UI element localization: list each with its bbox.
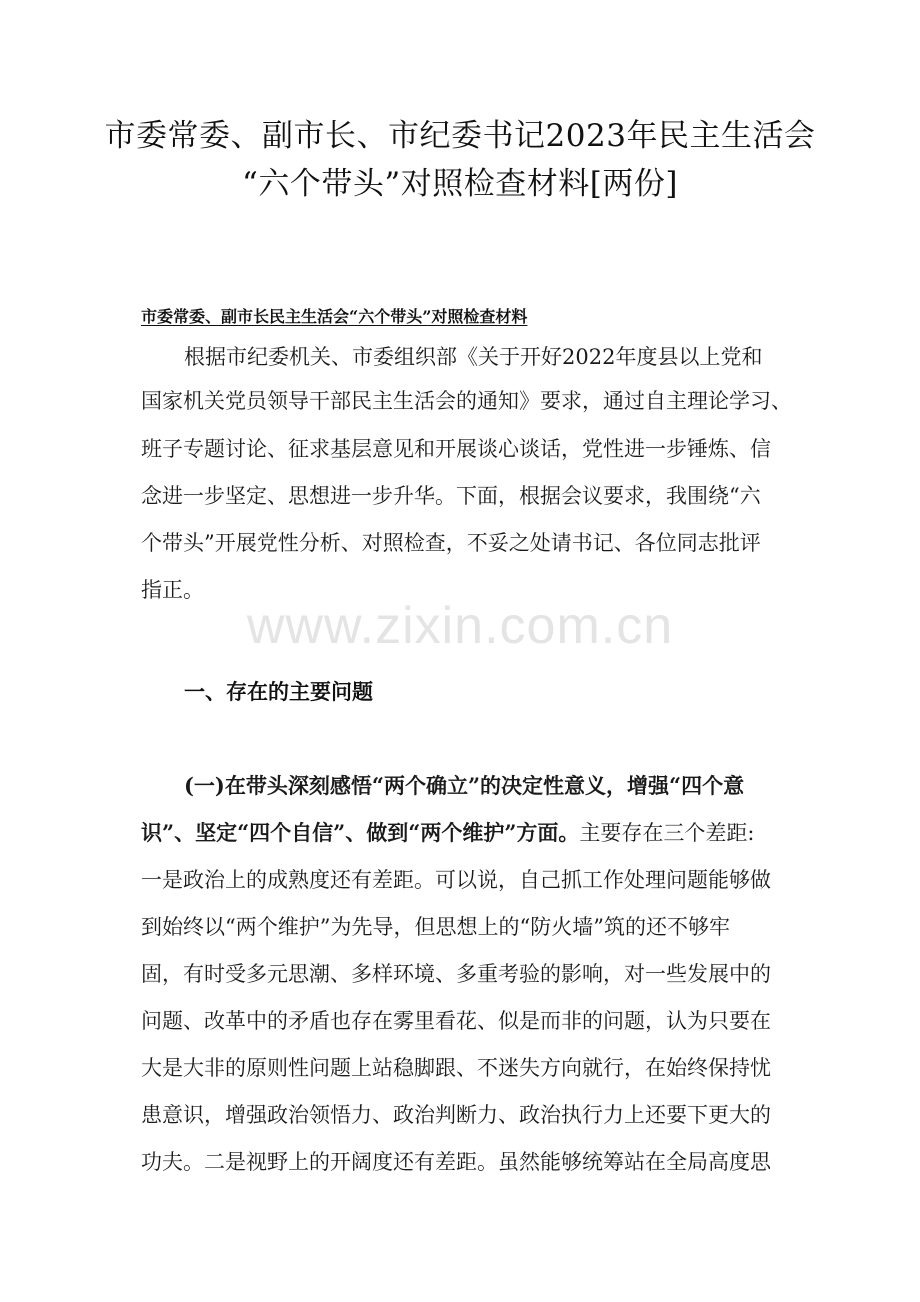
body-line: 大是大非的原则性问题上站稳脚跟、不迷失方向就行，在始终保持忧 — [141, 1056, 771, 1080]
intro-line: 念进一步坚定、思想进一步升华。下面，根据会议要求，我围绕“六 — [141, 484, 761, 508]
section-heading: 一、存在的主要问题 — [184, 679, 373, 704]
body-line: 一是政治上的成熟度还有差距。可以说，自己抓工作处理问题能够做 — [141, 868, 771, 892]
intro-line: 国家机关党员领导干部民主生活会的通知》要求，通过自主理论学习、 — [141, 389, 792, 413]
point-1-heading-line-1: (一)在带头深刻感悟“两个确立”的决定性意义，增强“四个意 — [184, 773, 745, 798]
watermark: www.zixin.com.cn — [246, 597, 674, 655]
point-1-summary: 主要存在三个差距: — [579, 821, 755, 845]
point-1-heading-line-2: 识”、坚定“四个自信”、做到“两个维护”方面。 — [141, 820, 580, 845]
point-1-line-2 — [141, 817, 754, 849]
body-line: 到始终以“两个维护”为先导，但思想上的“防火墙”筑的还不够牢 — [141, 915, 730, 939]
intro-line: 指正。 — [141, 578, 204, 602]
document-title-line-2: “六个带头”对照检查材料[两份] — [242, 166, 678, 202]
body-line: 固，有时受多元思潮、多样环境、多重考验的影响，对一些发展中的 — [141, 962, 771, 986]
document-title-line-1: 市委常委、副市长、市纪委书记2023年民主生活会 — [104, 118, 816, 154]
subheading: 市委常委、副市长民主生活会“六个带头”对照检查材料 — [141, 307, 528, 326]
body-line: 问题、改革中的矛盾也存在雾里看花、似是而非的问题，认为只要在 — [141, 1009, 771, 1033]
intro-line: 班子专题讨论、征求基层意见和开展谈心谈话，党性进一步锤炼、信 — [141, 437, 771, 461]
body-line: 功夫。二是视野上的开阔度还有差距。虽然能够统筹站在全局高度思 — [141, 1150, 771, 1174]
intro-line: 根据市纪委机关、市委组织部《关于开好2022年度县以上党和 — [184, 345, 763, 369]
body-line: 患意识，增强政治领悟力、政治判断力、政治执行力上还要下更大的 — [141, 1103, 771, 1127]
intro-line: 个带头”开展党性分析、对照检查，不妥之处请书记、各位同志批评 — [141, 531, 761, 555]
